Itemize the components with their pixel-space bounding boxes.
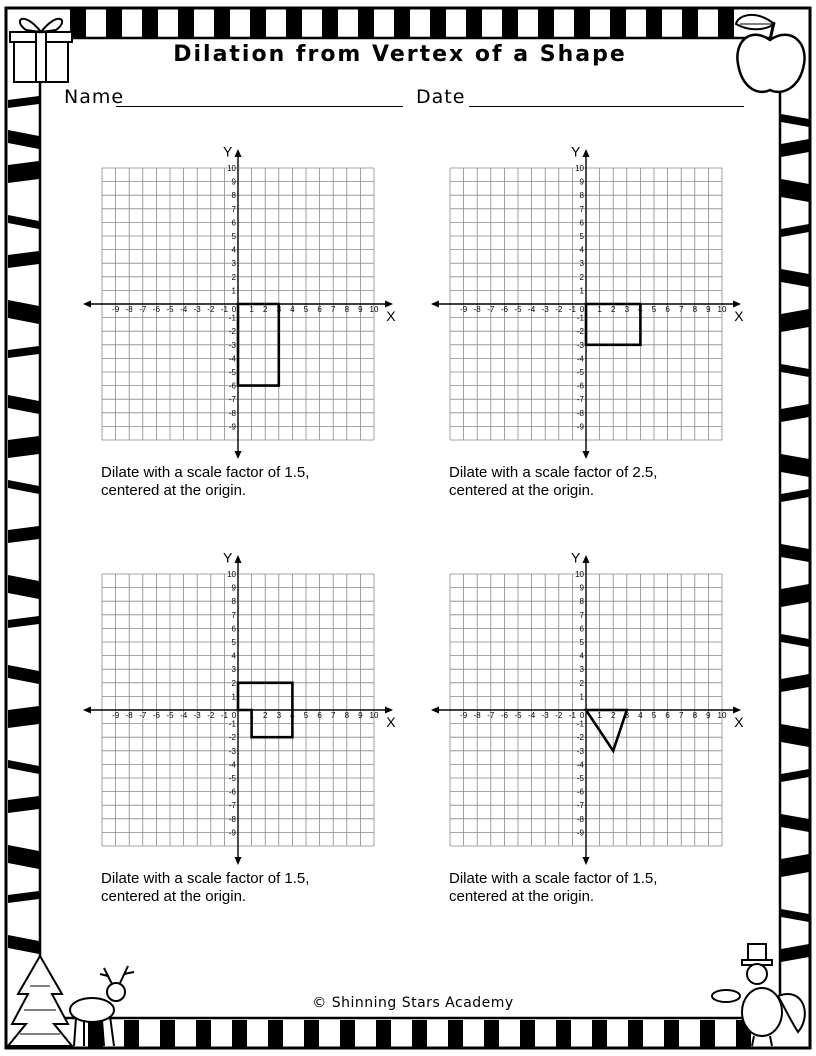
x-axis-label: X: [734, 714, 744, 730]
x-tick-label: 9: [706, 305, 711, 314]
y-tick-label: -1: [228, 719, 236, 729]
y-tick-label: 1: [579, 286, 584, 296]
pre-image-shape: [586, 710, 627, 751]
x-tick-label: 5: [303, 711, 309, 720]
y-tick-label: -3: [576, 746, 584, 756]
x-tick-label: -5: [514, 305, 522, 314]
x-tick-label: 4: [290, 711, 295, 720]
x-tick-label: 10: [369, 305, 379, 314]
x-tick-label: 5: [651, 305, 657, 314]
x-tick-label: 10: [717, 711, 727, 720]
date-label: Date: [416, 86, 466, 108]
y-tick-label: 7: [231, 610, 236, 620]
y-axis-label: Y: [223, 549, 233, 566]
x-tick-label: 6: [317, 305, 322, 314]
x-tick-label: 3: [276, 305, 282, 314]
y-tick-label: 9: [231, 177, 236, 187]
y-tick-label: 8: [579, 597, 584, 607]
x-tick-label: 4: [290, 305, 295, 314]
y-tick-label: 5: [231, 232, 236, 241]
x-tick-label: 2: [262, 305, 268, 314]
y-tick-label: -2: [228, 733, 236, 743]
x-tick-label: -4: [528, 711, 536, 720]
x-tick-label: 0: [231, 711, 237, 720]
y-tick-label: 2: [231, 272, 236, 282]
y-axis-arrow-up: [583, 555, 590, 563]
problem-4-caption-line2: centered at the origin.: [449, 888, 595, 905]
problem-3-caption: [101, 870, 309, 906]
y-tick-label: -9: [576, 422, 584, 432]
problem-2-caption-line1: Dilate with a scale factor of 2.5,: [449, 464, 658, 481]
x-tick-label: -2: [207, 711, 215, 720]
x-tick-label: -8: [473, 711, 481, 720]
y-tick-label: -5: [228, 774, 236, 783]
x-tick-label: -5: [166, 305, 174, 314]
x-tick-label: 9: [358, 711, 363, 720]
x-tick-label: -8: [473, 305, 481, 314]
y-tick-label: 2: [579, 272, 584, 282]
y-tick-label: -1: [576, 719, 584, 729]
y-tick-label: -2: [576, 733, 584, 743]
y-tick-label: -4: [228, 760, 236, 770]
y-tick-label: -6: [576, 381, 584, 391]
x-tick-label: 1: [249, 711, 254, 720]
y-tick-label: 9: [579, 177, 584, 187]
y-tick-label: 10: [227, 570, 236, 579]
problem-1-caption: [101, 464, 309, 500]
y-tick-label: -7: [228, 395, 236, 405]
x-tick-label: 7: [330, 305, 336, 314]
x-axis-arrow-right: [733, 707, 741, 714]
y-tick-label: -3: [228, 340, 236, 350]
x-tick-label: 9: [358, 305, 363, 314]
x-tick-label: 3: [624, 711, 630, 720]
x-tick-label: -9: [112, 711, 120, 720]
y-tick-label: 8: [579, 191, 584, 201]
y-tick-label: -1: [228, 313, 236, 323]
x-tick-label: 4: [638, 711, 643, 720]
y-axis-label: Y: [223, 143, 233, 160]
x-tick-label: -9: [460, 711, 468, 720]
y-tick-label: 10: [575, 570, 584, 579]
x-tick-label: 2: [262, 711, 268, 720]
y-tick-label: -6: [576, 787, 584, 797]
x-tick-label: -8: [125, 711, 133, 720]
x-tick-label: 7: [678, 305, 684, 314]
x-axis-label: X: [386, 308, 396, 324]
worksheet-title: Dilation from Vertex of a Shape: [173, 42, 627, 67]
x-tick-label: -2: [207, 305, 215, 314]
x-tick-label: -3: [541, 305, 549, 314]
y-tick-label: 4: [231, 245, 236, 255]
x-tick-label: -7: [139, 305, 147, 314]
x-tick-label: -6: [152, 711, 160, 720]
y-tick-label: -7: [228, 801, 236, 811]
x-tick-label: -7: [487, 711, 495, 720]
problem-1-caption-line2: centered at the origin.: [101, 482, 247, 499]
y-tick-label: 1: [231, 692, 236, 702]
y-tick-label: 3: [579, 259, 584, 269]
problem-2-caption-line2: centered at the origin.: [449, 482, 595, 499]
x-tick-label: 4: [638, 305, 643, 314]
y-tick-label: 7: [579, 204, 584, 214]
x-tick-label: 8: [692, 711, 698, 720]
problem-1-caption-line1: Dilate with a scale factor of 1.5,: [101, 464, 310, 481]
x-tick-label: 2: [610, 305, 616, 314]
x-tick-label: -6: [500, 711, 508, 720]
x-tick-label: 2: [610, 711, 616, 720]
y-tick-label: 9: [231, 583, 236, 593]
x-tick-label: -6: [152, 305, 160, 314]
x-tick-label: -9: [112, 305, 120, 314]
y-tick-label: -8: [576, 408, 584, 418]
y-tick-label: 5: [231, 638, 236, 647]
x-tick-label: -1: [568, 711, 576, 720]
y-tick-label: 4: [579, 245, 584, 255]
problem-2-caption: [449, 464, 657, 500]
x-tick-label: -7: [487, 305, 495, 314]
x-tick-label: 0: [579, 711, 585, 720]
x-tick-label: 5: [303, 305, 309, 314]
x-tick-label: 1: [249, 305, 254, 314]
x-axis-label: X: [386, 714, 396, 730]
x-tick-label: 5: [651, 711, 657, 720]
y-tick-label: -6: [228, 381, 236, 391]
x-tick-label: 0: [231, 305, 237, 314]
y-tick-label: 7: [579, 610, 584, 620]
y-tick-label: 10: [575, 164, 584, 173]
y-tick-label: -6: [228, 787, 236, 797]
x-tick-label: 6: [665, 711, 670, 720]
x-tick-label: -3: [193, 305, 201, 314]
y-tick-label: -8: [228, 408, 236, 418]
y-tick-label: -9: [576, 828, 584, 838]
y-tick-label: -2: [228, 327, 236, 337]
y-tick-label: -9: [228, 422, 236, 432]
y-tick-label: -4: [228, 354, 236, 364]
y-tick-label: 6: [231, 218, 236, 228]
y-tick-label: 5: [579, 232, 584, 241]
name-label: Name: [64, 86, 125, 108]
y-tick-label: -5: [576, 774, 584, 783]
y-tick-label: 1: [579, 692, 584, 702]
y-tick-label: 6: [231, 624, 236, 634]
y-axis-label: Y: [571, 549, 581, 566]
y-tick-label: -5: [228, 368, 236, 377]
problem-4-caption: [449, 870, 657, 906]
x-tick-label: -4: [180, 711, 188, 720]
x-tick-label: 1: [597, 305, 602, 314]
y-tick-label: -1: [576, 313, 584, 323]
x-tick-label: 3: [276, 711, 282, 720]
y-tick-label: 4: [579, 651, 584, 661]
x-tick-label: 3: [624, 305, 630, 314]
y-tick-label: 3: [579, 665, 584, 675]
x-axis-arrow-left: [431, 707, 439, 714]
problem-3-caption-line2: centered at the origin.: [101, 888, 247, 905]
x-tick-label: 10: [717, 305, 727, 314]
x-tick-label: -7: [139, 711, 147, 720]
x-tick-label: -3: [193, 711, 201, 720]
y-tick-label: 4: [231, 651, 236, 661]
copyright-footer: © Shinning Stars Academy: [312, 995, 514, 1011]
y-tick-label: -4: [576, 760, 584, 770]
y-tick-label: 8: [231, 597, 236, 607]
y-tick-label: -8: [228, 814, 236, 824]
y-tick-label: -9: [228, 828, 236, 838]
x-tick-label: -6: [500, 305, 508, 314]
x-axis-label: X: [734, 308, 744, 324]
y-tick-label: 3: [231, 259, 236, 269]
y-tick-label: 6: [579, 218, 584, 228]
x-tick-label: -9: [460, 305, 468, 314]
y-tick-label: -3: [576, 340, 584, 350]
y-tick-label: 2: [231, 678, 236, 688]
x-tick-label: 10: [369, 711, 379, 720]
x-tick-label: -2: [555, 711, 563, 720]
problem-4-caption-line1: Dilate with a scale factor of 1.5,: [449, 870, 658, 887]
x-tick-label: -1: [568, 305, 576, 314]
x-tick-label: 7: [330, 711, 336, 720]
y-tick-label: -7: [576, 395, 584, 405]
x-tick-label: -1: [220, 305, 228, 314]
y-tick-label: 9: [579, 583, 584, 593]
y-tick-label: 7: [231, 204, 236, 214]
y-tick-label: 1: [231, 286, 236, 296]
y-axis-arrow-down: [583, 857, 590, 865]
x-tick-label: 8: [344, 711, 350, 720]
y-axis-label: Y: [571, 143, 581, 160]
y-tick-label: -7: [576, 801, 584, 811]
y-tick-label: 3: [231, 665, 236, 675]
x-tick-label: -4: [180, 305, 188, 314]
y-tick-label: 8: [231, 191, 236, 201]
x-tick-label: 9: [706, 711, 711, 720]
x-tick-label: 7: [678, 711, 684, 720]
x-tick-label: -2: [555, 305, 563, 314]
y-tick-label: 5: [579, 638, 584, 647]
x-tick-label: 8: [692, 305, 698, 314]
y-tick-label: -5: [576, 368, 584, 377]
problem-3-caption-line1: Dilate with a scale factor of 1.5,: [101, 870, 310, 887]
y-tick-label: -2: [576, 327, 584, 337]
x-tick-label: -3: [541, 711, 549, 720]
x-tick-label: -5: [514, 711, 522, 720]
x-tick-label: -1: [220, 711, 228, 720]
x-tick-label: 1: [597, 711, 602, 720]
y-tick-label: 10: [227, 164, 236, 173]
x-tick-label: 0: [579, 305, 585, 314]
y-tick-label: 2: [579, 678, 584, 688]
x-tick-label: 6: [665, 305, 670, 314]
y-tick-label: 6: [579, 624, 584, 634]
x-tick-label: -4: [528, 305, 536, 314]
x-tick-label: 6: [317, 711, 322, 720]
y-tick-label: -3: [228, 746, 236, 756]
x-tick-label: 8: [344, 305, 350, 314]
x-tick-label: -5: [166, 711, 174, 720]
y-tick-label: -8: [576, 814, 584, 824]
y-tick-label: -4: [576, 354, 584, 364]
x-tick-label: -8: [125, 305, 133, 314]
